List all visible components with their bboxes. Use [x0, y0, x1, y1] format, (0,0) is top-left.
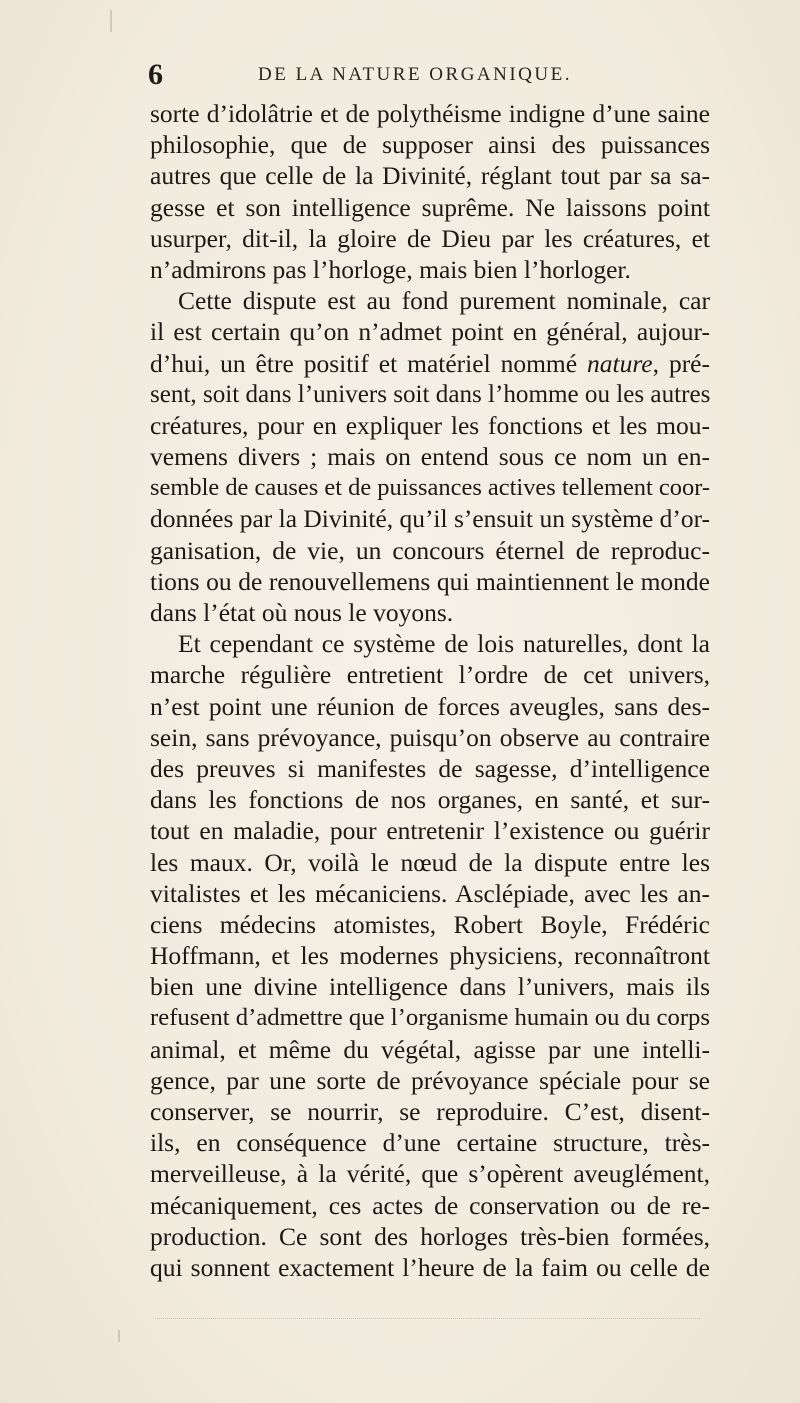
text-line: philosophie, que de supposer ainsi des puissances — [150, 130, 710, 160]
text-line: tions ou de renouvellemens qui maintiennent le monde — [150, 566, 710, 596]
running-head: DE LA NATURE ORGANIQUE. — [258, 64, 572, 85]
text-line: bien une divine intelligence dans l’univers, mais ils — [150, 972, 710, 1002]
text-line: dans les fonctions de nos organes, en santé, et sur- — [150, 785, 710, 815]
text-line: ils, en conséquence d’une certaine structure, très- — [150, 1128, 710, 1158]
text-line: données par la Divinité, qu’il s’ensuit un système d’or- — [150, 504, 710, 534]
text-line: n’est point une réunion de forces aveugles, sans des- — [150, 691, 710, 721]
text-line: vitalistes et les mécaniciens. Asclépiade, avec les an- — [150, 878, 710, 908]
text-line: animal, et même du végétal, agisse par une intelli- — [150, 1034, 710, 1064]
top-margin-mark — [110, 10, 112, 32]
text-line: vemens divers ; mais on entend sous ce nom un en- — [150, 442, 710, 472]
text-line: dans l’état où nous le voyons. — [150, 598, 454, 627]
page-number: 6 — [148, 58, 163, 91]
text-line: qui sonnent exactement l’heure de la faim ou celle de — [150, 1252, 710, 1282]
text-line: usurper, dit-il, la gloire de Dieu par les créatures, et — [150, 223, 710, 253]
text-line: il est certain qu’on n’admet point en général, aujour- — [150, 317, 710, 347]
page-header — [148, 58, 708, 98]
text-line: marche régulière entretient l’ordre de cet univers, — [150, 660, 710, 690]
text-line: sein, sans prévoyance, puisqu’on observe au contraire — [150, 722, 710, 752]
text-line: n’admirons pas l’horloge, mais bien l’horloger. — [150, 254, 631, 284]
body-text — [150, 98, 710, 1283]
text-line: merveilleuse, à la vérité, que s’opèrent aveuglément, — [150, 1159, 710, 1189]
text-line: ciens médecins atomistes, Robert Boyle, Frédéric — [150, 909, 710, 939]
text-line: production. Ce sont des horloges très-bien formées, — [150, 1221, 710, 1251]
text-line: semble de causes et de puissances actives tellement coor- — [150, 474, 710, 502]
text-line: sorte d’idolâtrie et de polythéisme indigne d’une saine — [150, 99, 710, 128]
text-line: Et cependant ce système de lois naturelles, dont la — [178, 629, 710, 659]
text-line: gesse et son intelligence suprême. Ne laissons point — [150, 192, 710, 222]
bottom-edge-noise — [155, 1318, 700, 1327]
text-line: autres que celle de la Divinité, réglant tout par sa sa- — [150, 161, 710, 191]
text-line: les maux. Or, voilà le nœud de la dispute entre les — [150, 847, 710, 877]
text-line: Hoffmann, et les modernes physiciens, reconnaîtront — [150, 941, 710, 971]
text-line: gence, par une sorte de prévoyance spéciale pour se — [150, 1065, 710, 1095]
text-line: Cette dispute est au fond purement nominale, car — [178, 286, 710, 316]
text-line: mécaniquement, ces actes de conservation ou de re- — [150, 1190, 710, 1220]
text-line: ganisation, de vie, un concours éternel de reproduc- — [150, 535, 710, 565]
bottom-margin-mark — [118, 1330, 120, 1342]
text-line: tout en maladie, pour entretenir l’existence ou guérir — [150, 816, 710, 846]
text-line: sent, soit dans l’univers soit dans l’homme ou les autres — [150, 380, 711, 408]
text-line: d’hui, un être positif et matériel nommé nature, pré- — [150, 348, 710, 378]
emphasis-nature: nature — [587, 348, 653, 378]
text-line: des preuves si manifestes de sagesse, d’intelligence — [150, 753, 710, 783]
text-line: conserver, se nourrir, se reproduire. C’est, disent- — [150, 1097, 710, 1126]
text-line: créatures, pour en expliquer les fonctions et les mou- — [150, 410, 710, 440]
text-line: refusent d’admettre que l’organisme humain ou du corps — [150, 1004, 711, 1032]
